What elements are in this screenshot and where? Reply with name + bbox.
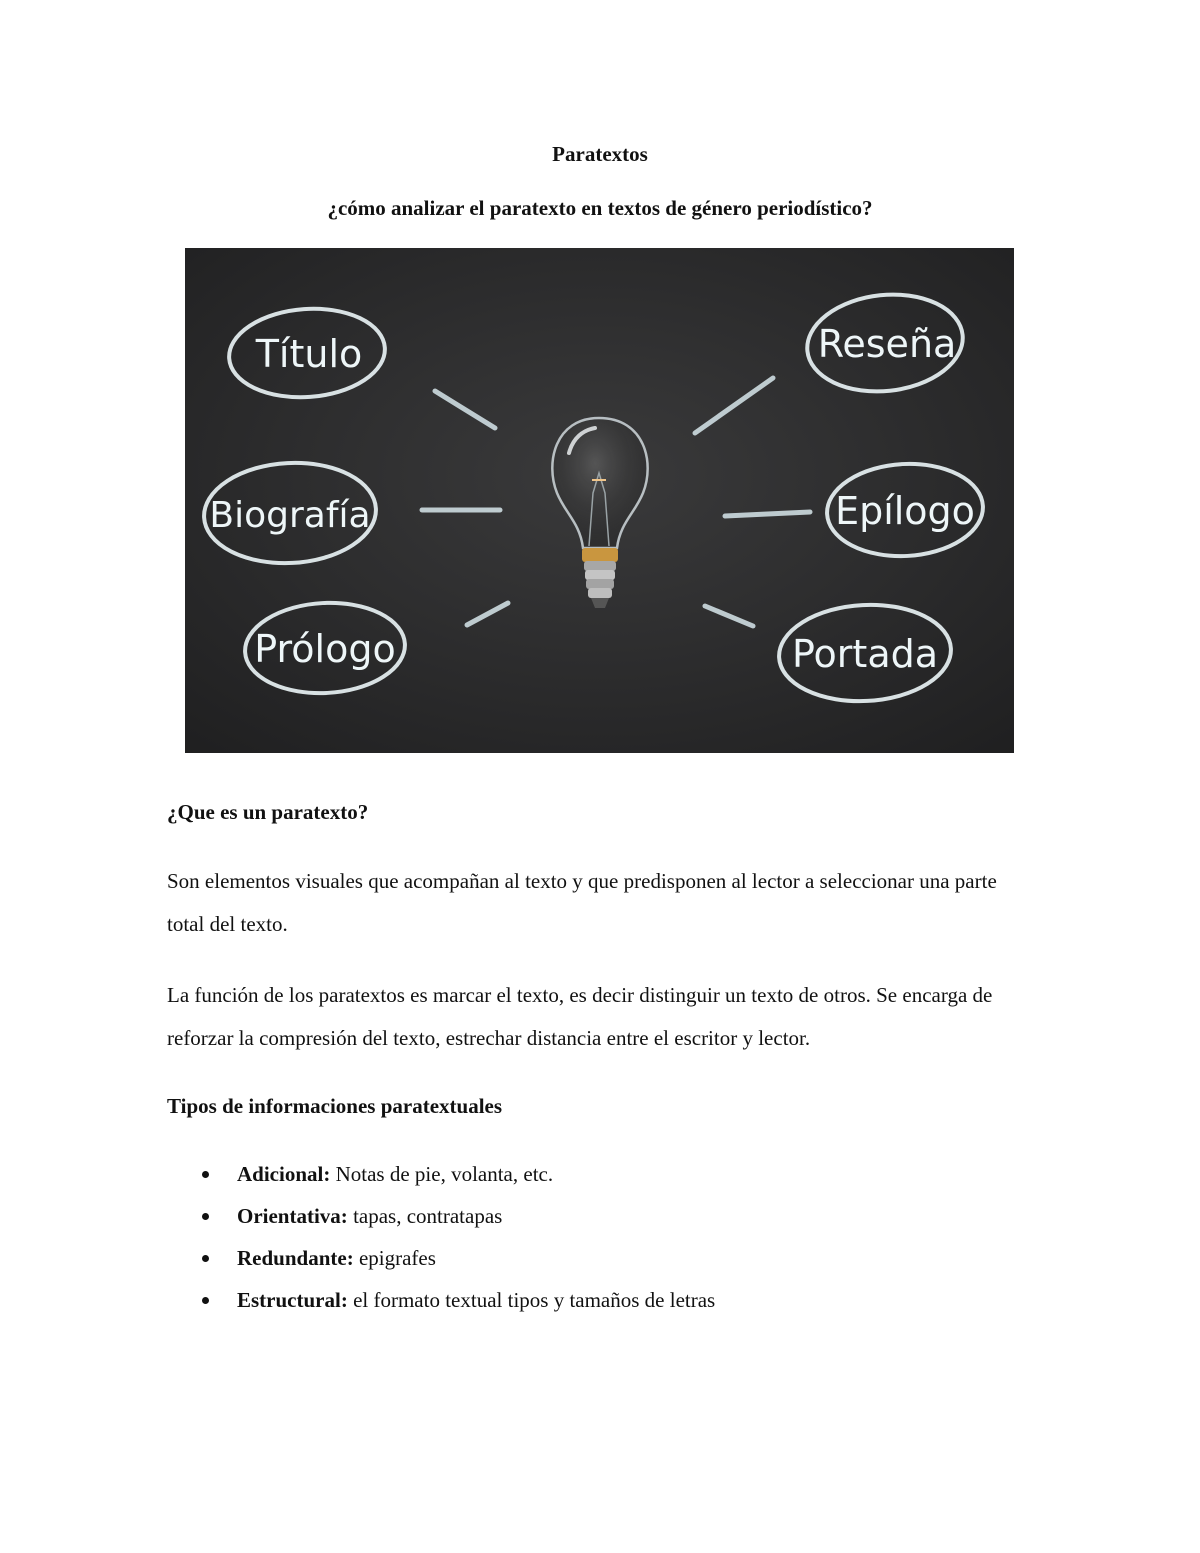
item-term: Orientativa: — [237, 1204, 348, 1228]
bullet-icon — [202, 1297, 209, 1304]
label-titulo: Título — [255, 332, 363, 376]
label-resena: Reseña — [817, 322, 957, 366]
section-heading-que-es: ¿Que es un paratexto? — [167, 800, 369, 824]
item-term: Adicional: — [237, 1162, 331, 1186]
chalkboard-illustration — [185, 248, 1014, 753]
item-term: Estructural: — [237, 1288, 348, 1312]
paragraph-funcion: La función de los paratextos es marcar el texto, es decir distinguir un texto de otros. Se encarga de reforzar la compresión del texto, estrechar distancia entre el escritor y lector. — [167, 983, 993, 1050]
list-item — [167, 1284, 715, 1326]
bullet-icon — [202, 1213, 209, 1220]
list-item — [167, 1200, 715, 1242]
page-subtitle: ¿cómo analizar el paratexto en textos de género periodístico? — [327, 196, 873, 220]
item-term: Redundante: — [237, 1246, 354, 1270]
list-item — [167, 1158, 715, 1200]
item-desc: el formato textual tipos y tamaños de letras — [347, 1288, 716, 1312]
item-desc: epigrafes — [353, 1246, 436, 1270]
list-item — [167, 1242, 715, 1284]
page-title: Paratextos — [552, 142, 648, 166]
bullet-icon — [202, 1255, 209, 1262]
label-epilogo: Epílogo — [835, 489, 975, 533]
item-desc: Notas de pie, volanta, etc. — [330, 1162, 554, 1186]
label-biografia: Biografía — [209, 495, 371, 536]
section-heading-tipos: Tipos de informaciones paratextuales — [167, 1094, 503, 1118]
item-desc: tapas, contratapas — [347, 1204, 503, 1228]
tipos-list — [167, 1158, 715, 1326]
paragraph-definicion: Son elementos visuales que acompañan al texto y que predisponen al lector a seleccionar una parte total del texto. — [167, 869, 997, 936]
label-prologo: Prólogo — [254, 627, 396, 671]
bullet-icon — [202, 1171, 209, 1178]
label-portada: Portada — [791, 632, 939, 676]
